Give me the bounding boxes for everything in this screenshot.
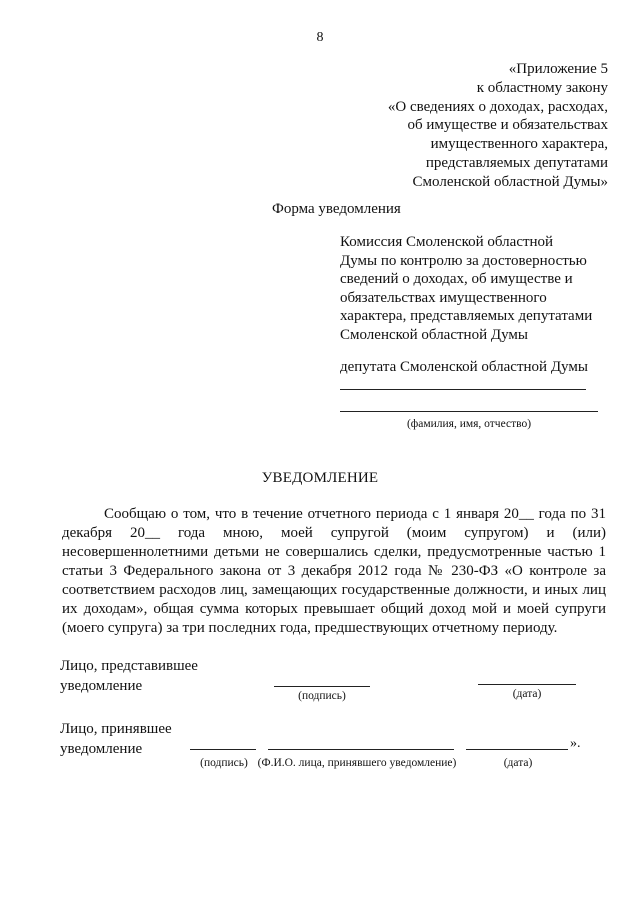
appendix-line: об имуществе и обязательствах (407, 117, 608, 134)
addressee-line: Комиссия Смоленской областной (340, 234, 554, 250)
submitter-date-caption: (дата) (512, 688, 542, 700)
body-paragraph: Сообщаю о том, что в течение отчетного периода с 1 января 20__ года по 31 декабря 20__ года мною, моей супругой (моим супругом) и (или) несовершеннолетними детьми не совершались сделки, предусмотренные частью 1 статьи 3 Федерального закона от 3 декабря 2012 года № 230-ФЗ «О контроле за соответствием расходов лиц, замещающих государственные должности, и иных лиц их доходам», общая сумма которых превышает общий доход мой и моей супруги (моего супруга) за три последних года, предшествующих отчетному периоду. (62, 506, 606, 636)
deputy-name-line-1 (340, 389, 586, 390)
addressee-block (340, 233, 610, 345)
deputy-of-label: депутата Смоленской областной Думы (340, 359, 588, 375)
submitter-label-line: уведомление (60, 678, 143, 694)
receiver-date-line (466, 749, 568, 750)
submitter-label (60, 656, 230, 696)
deputy-name-line-2 (340, 411, 598, 412)
appendix-header (308, 60, 608, 192)
addressee-line: обязательствах имущественного (340, 289, 547, 306)
receiver-signature-line (190, 749, 256, 750)
receiver-name-line (268, 749, 454, 750)
appendix-line: «Приложение 5 (508, 61, 608, 77)
submitter-date-line (478, 684, 576, 685)
receiver-label-line: Лицо, принявшее (60, 721, 172, 737)
document-title: УВЕДОМЛЕНИЕ (261, 470, 379, 486)
appendix-line: представляемых депутатами (425, 154, 608, 171)
name-caption: (фамилия, имя, отчество) (406, 418, 532, 430)
form-title: Форма уведомления (272, 201, 401, 217)
addressee-line: сведений о доходах, об имуществе и (340, 271, 573, 288)
notification-body (62, 505, 606, 638)
submitter-signature-caption: (подпись) (298, 690, 346, 702)
receiver-label (60, 719, 230, 759)
addressee-line: Смоленской областной Думы (340, 326, 528, 343)
appendix-line: Смоленской областной Думы» (412, 173, 608, 190)
receiver-date-caption: (дата) (503, 757, 533, 769)
submitter-signature-line (274, 686, 370, 687)
receiver-signature-caption: (подпись) (200, 757, 248, 769)
addressee-line: Думы по контролю за достоверностью (340, 252, 587, 269)
addressee-line: характера, представляемых депутатами (340, 308, 593, 325)
submitter-label-line: Лицо, представившее (60, 658, 198, 674)
page-number: 8 (316, 30, 324, 45)
appendix-line: «О сведениях о доходах, расходах, (387, 98, 608, 115)
receiver-label-line: уведомление (60, 741, 143, 757)
closing-quote-mark: ». (570, 736, 581, 751)
receiver-name-caption: (Ф.И.О. лица, принявшего уведомление) (257, 757, 457, 769)
appendix-line: к областному закону (476, 79, 608, 96)
appendix-line: имущественного характера, (430, 136, 608, 153)
